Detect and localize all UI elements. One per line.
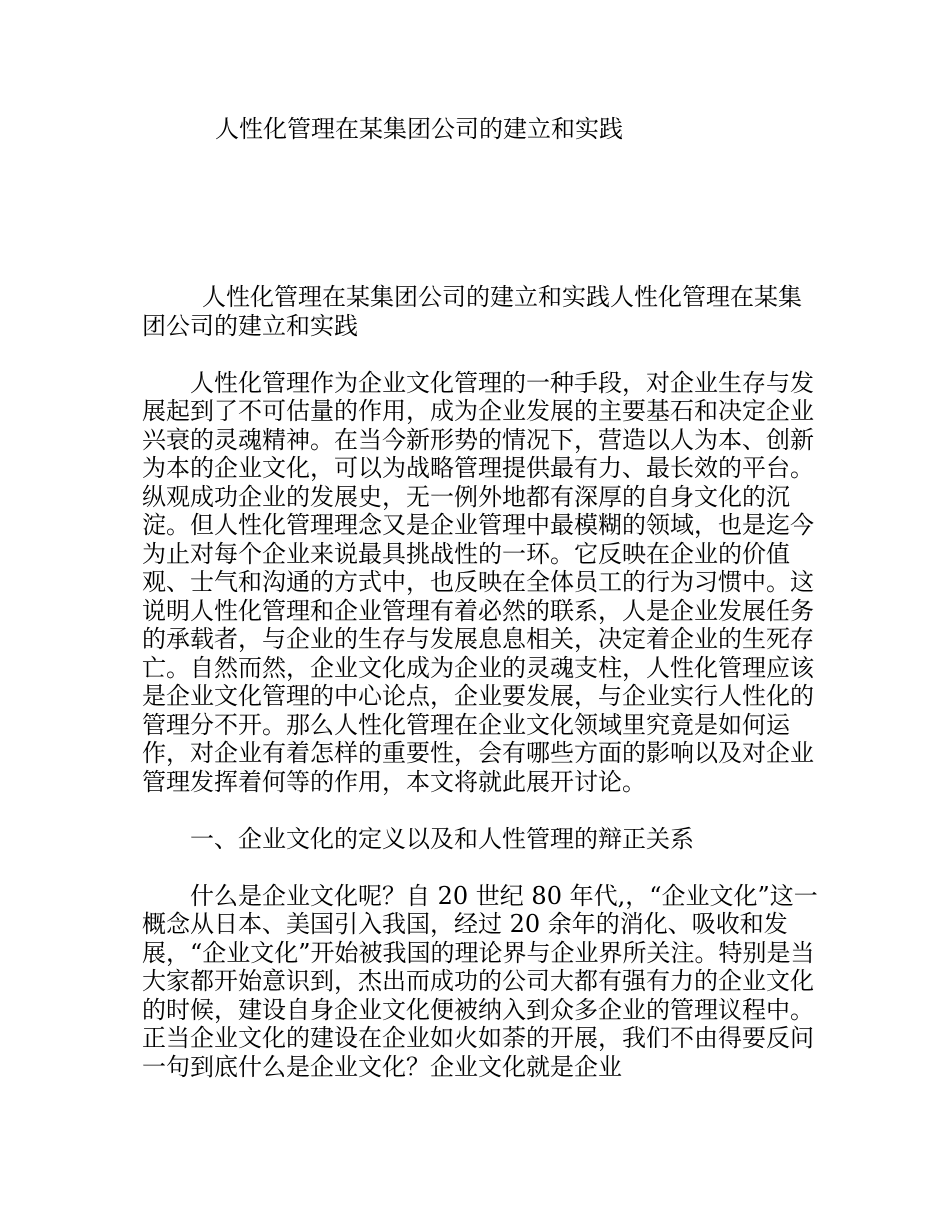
document-title: 人性化管理在某集团公司的建立和实践 <box>215 115 623 143</box>
document-subtitle: 人性化管理在某集团公司的建立和实践人性化管理在某集团公司的建立和实践 <box>142 283 802 340</box>
paragraph-intro: 人性化管理作为企业文化管理的一种手段，对企业生存与发展起到了不可估量的作用，成为企业发展的主要基石和决定企业兴衰的灵魂精神。在当今新形势的情况下，营造以人为本、创新为本的企业文化，可以为战略管理提供最有力、最长效的平台。纵观成功企业的发展史，无一例外地都有深厚的自身文化的沉淀。但人性化管理理念又是企业管理中最模糊的领域，也是迄今为止对每个企业来说最具挑战性的一环。它反映在企业的价值观、士气和沟通的方式中，也反映在全体员工的行为习惯中。这说明人性化管理和企业管理有着必然的联系，人是企业发展任务的承载者，与企业的生存与发展息息相关，决定着企业的生死存亡。自然而然，企业文化成为企业的灵魂支柱，人性化管理应该是企业文化管理的中心论点，企业要发展，与企业实行人性化的管理分不开。那么人性化管理在企业文化领域里究竟是如何运作，对企业有着怎样的重要性，会有哪些方面的影响以及对企业管理发挥着何等的作用，本文将就此展开讨论。 <box>142 368 814 796</box>
document-body <box>142 283 822 1110</box>
paragraph-section-1: 什么是企业文化呢？自 20 世纪 80 年代,，“企业文化”这一概念从日本、美国引入我国，经过 20 余年的消化、吸收和发展，“企业文化”开始被我国的理论界与企业界所关注。特别是当大家都开始意识到，杰出而成功的公司大都有强有力的企业文化的时候，建设自身企业文化便被纳入到众多企业的管理议程中。正当企业文化的建设在企业如火如荼的开展，我们不由得要反问一句到底什么是企业文化？企业文化就是企业 <box>142 881 818 1081</box>
section-heading-1: 一、企业文化的定义以及和人性管理的辩正关系 <box>190 824 694 853</box>
